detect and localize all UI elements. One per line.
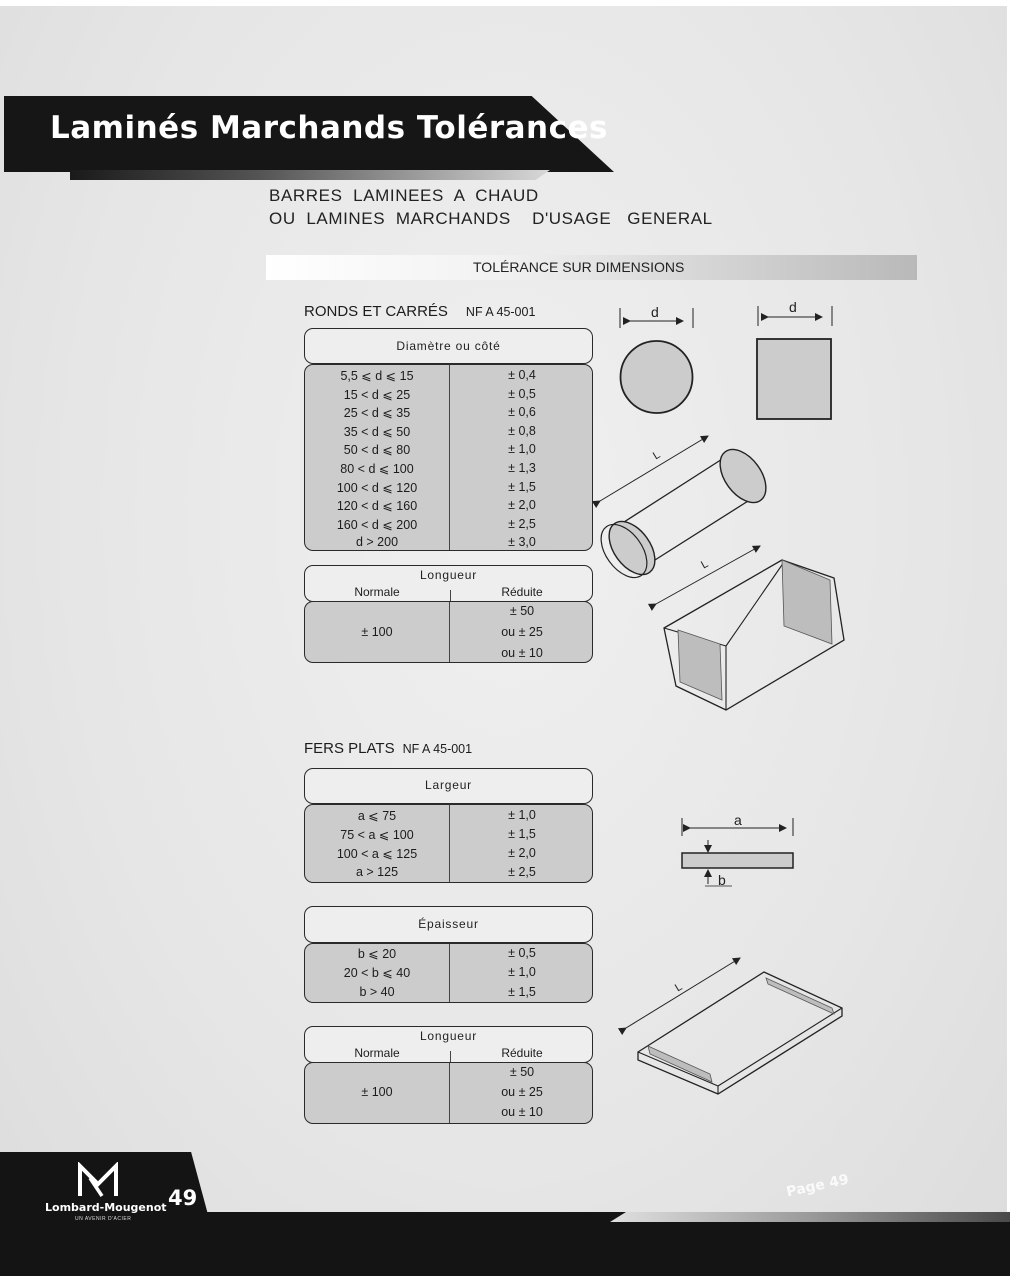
fers-thickness-header [304,906,593,943]
fers-length-normale-value: ± 100 [361,1085,393,1099]
ronds-length-reduite-value: ou ± 10 [501,646,543,660]
dimension-label-a: a [734,812,742,828]
length-label-L: L [672,980,685,995]
fers-width-range: 75 < a ⩽ 100 [340,828,414,842]
ronds-heading-label: RONDS ET CARRÉS [304,303,448,320]
fers-norm: NF A 45-001 [402,742,473,756]
subtitle-line-1: BARRES LAMINEES A CHAUD [269,186,539,205]
fers-length-reduite-value: ou ± 10 [501,1105,543,1119]
fers-length-reduite-value: ou ± 25 [501,1085,543,1099]
ronds-length-col-reduite: Réduite [501,585,543,599]
square-section-diagram [750,296,840,426]
ronds-length-col-normale: Normale [354,585,400,599]
ronds-length-header [304,565,593,602]
flat-bar-section [682,853,793,868]
ronds-row-tolerance: ± 0,6 [508,405,536,420]
fers-length-header [304,1026,593,1063]
ronds-row-tolerance: ± 0,8 [508,423,536,438]
ronds-row-range: 100 < d ⩽ 120 [336,480,418,495]
ronds-diameter-header [304,328,593,364]
title-underline [70,170,550,180]
fers-width-range: a ⩽ 75 [357,809,397,823]
section-bar-title: TOLÉRANCE SUR DIMENSIONS [473,259,685,275]
ronds-row-range: 25 < d ⩽ 35 [343,406,411,421]
ronds-row-range: 80 < d ⩽ 100 [340,462,414,476]
subtitle-line-2: OU LAMINES MARCHANDS D'USAGE GENERAL [269,209,713,228]
dimension-label-b: b [718,872,726,888]
fers-width-range: a > 125 [355,865,399,879]
round-bar-section [621,341,693,413]
flat-bar-edges [638,1008,842,1094]
ronds-row-range: 5,5 ⩽ d ⩽ 15 [340,369,414,383]
page-watermark: Page 49 [785,1171,851,1201]
ronds-diameter-table [304,364,593,551]
fers-width-header-label: Largeur [425,778,472,792]
fers-thickness-range: b > 40 [359,985,395,999]
fers-thickness-range: 20 < b ⩽ 40 [343,966,411,980]
ronds-row-tolerance: ± 1,0 [508,442,536,457]
ronds-norm: NF A 45-001 [465,305,536,319]
fers-thickness-tolerance: ± 1,0 [508,965,536,979]
fers-width-header [304,768,593,804]
fers-heading [304,740,472,757]
fers-thickness-tolerance: ± 1,5 [508,985,536,999]
square-bar-3d-diagram [650,540,850,715]
fers-thickness-tolerance: ± 0,5 [508,946,536,960]
brand-tagline: UN AVENIR D'ACIER [75,1216,132,1222]
fers-thickness-header-label: Épaisseur [418,917,479,931]
ronds-row-range: 15 < d ⩽ 25 [343,387,411,402]
ronds-heading [304,303,535,320]
page-number: 49 [168,1186,198,1210]
lombard-mougenot-logo-icon [76,1162,120,1200]
length-arrow-L [626,958,740,1028]
fers-length-col-normale: Normale [354,1046,400,1060]
ronds-row-tolerance: ± 2,5 [508,516,536,531]
flat-section-diagram [672,810,802,895]
ronds-length-header-label: Longueur [419,568,478,582]
fers-thickness-range: b ⩽ 20 [357,947,397,961]
footer-stripe [610,1212,1010,1222]
ronds-length-reduite-value: ± 50 [509,604,535,618]
ronds-row-range: 120 < d ⩽ 160 [336,499,418,514]
fers-width-range: 100 < a ⩽ 125 [336,847,418,861]
flat-bar-3d-diagram [620,950,850,1100]
length-label-L: L [650,448,663,463]
cylinder-end-face [711,441,775,511]
brand-name: Lombard-Mougenot [45,1201,167,1214]
fers-width-tolerance: ± 1,5 [508,827,536,841]
ronds-row-tolerance: ± 1,5 [508,479,536,494]
square-bar-end-face [782,560,832,644]
ronds-length-reduite-value: ou ± 25 [501,625,543,639]
ronds-row-tolerance: ± 0,5 [508,386,536,401]
ronds-row-tolerance: ± 2,0 [508,498,536,513]
ronds-row-range: d > 200 [355,535,399,550]
ronds-length-normale-value: ± 100 [361,625,393,639]
dimension-label-d: d [789,299,797,315]
ronds-row-range: 50 < d ⩽ 80 [343,443,411,458]
ronds-diameter-header-label: Diamètre ou côté [396,339,501,353]
ronds-row-tolerance: ± 0,4 [508,368,536,382]
square-bar-section [757,339,831,419]
fers-length-reduite-value: ± 50 [509,1065,535,1079]
flat-bar-end-face [766,978,834,1014]
fers-heading-label: FERS PLATS [304,740,395,757]
ronds-row-range: 35 < d ⩽ 50 [343,424,411,439]
fers-width-tolerance: ± 2,5 [508,865,536,879]
fers-width-table [304,804,593,883]
flat-bar-end-face [648,1046,712,1082]
fers-length-table [304,1062,593,1124]
fers-length-col-reduite: Réduite [501,1046,543,1060]
fers-length-header-label: Longueur [419,1029,478,1043]
length-arrow-L [600,436,708,501]
fers-width-tolerance: ± 2,0 [508,846,536,860]
fers-thickness-table [304,943,593,1003]
ronds-row-tolerance: ± 3,0 [508,535,536,550]
flat-bar-outline [638,972,842,1094]
round-section-diagram [612,300,702,420]
fers-width-tolerance: ± 1,0 [508,808,536,822]
ronds-length-header-divider [450,590,451,601]
page-title: Laminés Marchands Tolérances [50,110,608,146]
dimension-label-d: d [651,304,659,320]
ronds-length-table [304,601,593,663]
length-arrow-L [656,546,760,604]
page-edge-top [0,0,1010,6]
fers-length-header-divider [450,1051,451,1062]
ronds-row-range: 160 < d ⩽ 200 [336,517,418,532]
length-label-L: L [699,557,711,572]
ronds-row-tolerance: ± 1,3 [508,461,536,475]
